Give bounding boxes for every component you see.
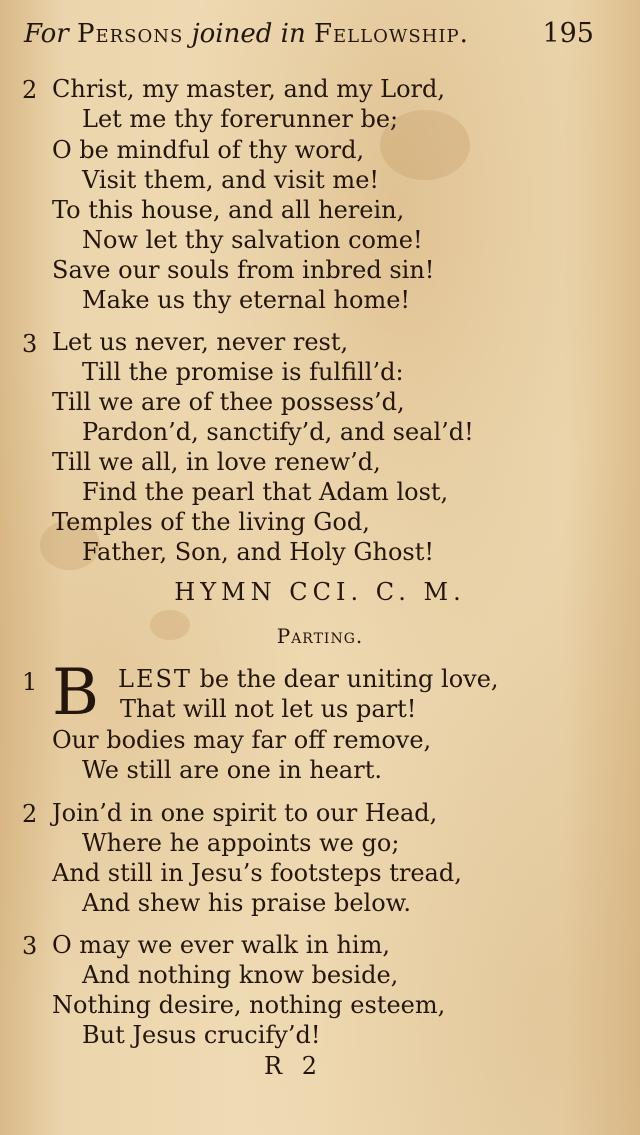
stanza-number: 1: [22, 668, 38, 696]
verse-line: And nothing know beside,: [82, 961, 399, 989]
page-number: 195: [542, 18, 594, 49]
verse-line: Join’d in one spirit to our Head,: [52, 799, 438, 827]
verse-line: O may we ever walk in him,: [52, 931, 390, 959]
verse-line: Now let thy salvation come!: [82, 226, 423, 254]
verse-line: Make us thy eternal home!: [82, 286, 411, 314]
verse-line: Till the promise is fulfill’d:: [82, 358, 404, 386]
verse-line: Father, Son, and Holy Ghost!: [82, 538, 435, 566]
verse-line: That will not let us part!: [120, 695, 417, 723]
signature-mark: R 2: [264, 1052, 323, 1080]
stanza-number: 3: [22, 932, 38, 960]
verse-line: Let me thy forerunner be;: [82, 105, 399, 133]
verse-line: Our bodies may far off remove,: [52, 726, 432, 754]
first-word-caps: LEST: [118, 665, 192, 693]
drop-cap: B: [52, 656, 100, 730]
header-fellowship: Fellowship.: [314, 19, 469, 49]
verse-line: Nothing desire, nothing esteem,: [52, 991, 446, 1019]
verse-line: Save our souls from inbred sin!: [52, 256, 435, 284]
verse-line: And still in Jesu’s footsteps tread,: [52, 859, 462, 887]
verse-line: We still are one in heart.: [82, 756, 382, 784]
verse-line: [118, 664, 499, 694]
verse-line: Pardon’d, sanctify’d, and seal’d!: [82, 418, 474, 446]
verse-line: To this house, and all herein,: [52, 196, 405, 224]
verse-line: But Jesus crucify’d!: [82, 1021, 321, 1049]
verse-line: Let us never, never rest,: [52, 328, 349, 356]
stanza-number: 2: [22, 800, 38, 828]
verse-line: Visit them, and visit me!: [82, 166, 380, 194]
header-prefix: For: [24, 19, 69, 49]
header-joined: joined in: [191, 19, 306, 49]
verse-line: Find the pearl that Adam lost,: [82, 478, 449, 506]
first-line-rest: be the dear uniting love,: [199, 665, 499, 693]
verse-line: Where he appoints we go;: [82, 829, 400, 857]
verse-line: Till we are of thee possess’d,: [52, 388, 405, 416]
stanza-number: 3: [22, 330, 38, 358]
running-header: [24, 14, 594, 54]
hymn-subtitle: Parting.: [276, 624, 364, 648]
verse-line: And shew his praise below.: [82, 889, 411, 917]
verse-line: O be mindful of thy word,: [52, 136, 365, 164]
header-persons: Persons: [76, 19, 184, 49]
stanza-number: 2: [22, 76, 38, 104]
verse-line: Christ, my master, and my Lord,: [52, 75, 446, 103]
hymn-title: HYMN CCI. C. M.: [174, 578, 466, 606]
verse-line: Till we all, in love renew’d,: [52, 448, 381, 476]
verse-line: Temples of the living God,: [52, 508, 370, 536]
